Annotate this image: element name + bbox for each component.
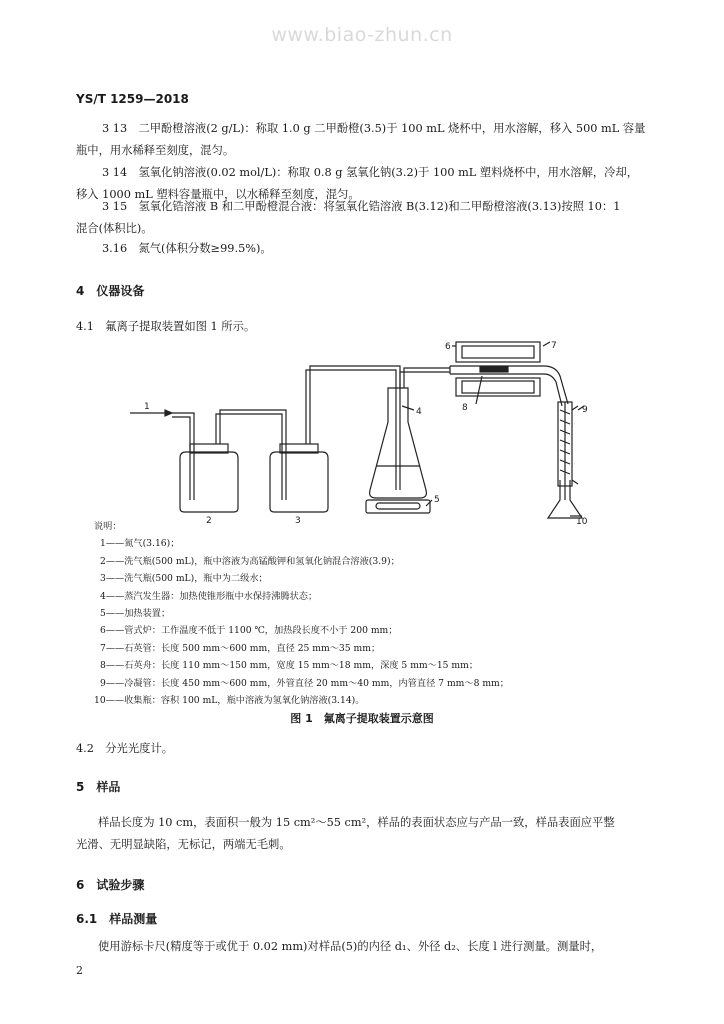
legend-item: 1——氮气(3.16)； — [100, 538, 180, 550]
section-5-title: 5 样品 — [76, 780, 121, 794]
wash-bottle-3 — [270, 452, 328, 512]
steam-generator-flask — [370, 388, 427, 498]
label-9: 9 — [582, 405, 588, 415]
label-6: 6 — [445, 342, 451, 352]
body-line: 样品长度为 10 cm，表面积一般为 15 cm²～55 cm²，样品的表面状态应与产品一致，样品表面应平整 — [98, 816, 615, 829]
clause-line: 3 14 氢氧化钠溶液(0.02 mol/L)：称取 0.8 g 氢氧化钠(3.2)于 100 mL 塑料烧杯中，用水溶解，冷却， — [102, 166, 639, 179]
wash-bottle-2 — [180, 452, 238, 512]
label-2: 2 — [206, 516, 212, 525]
clause-line: 混合(体积比)。 — [76, 222, 153, 235]
item-4-1: 4.1 氟离子提取装置如图 1 所示。 — [76, 320, 256, 333]
legend-item: 7——石英管：长度 500 mm～600 mm，直径 25 mm～35 mm； — [100, 642, 381, 654]
legend-item: 5——加热装置； — [100, 608, 171, 620]
body-line: 光滑、无明显缺陷，无标记，两端无毛刺。 — [76, 838, 291, 851]
section-5-body — [76, 812, 615, 856]
apparatus-diagram — [120, 340, 600, 525]
clause-line: 3 15 氢氧化锆溶液 B 和二甲酚橙混合液：将氢氧化锆溶液 B(3.12)和二甲酚橙溶液(3.13)按照 10：1 — [102, 200, 621, 213]
clause-3-13 — [76, 118, 645, 162]
quartz-boat — [480, 367, 508, 372]
figure-legend — [94, 518, 509, 709]
watermark: www.biao-zhun.cn — [271, 24, 453, 46]
section-6-1-title: 6.1 样品测量 — [76, 912, 158, 926]
legend-item: 2——洗气瓶(500 mL)，瓶中溶液为高锰酸钾和氢氧化钠混合溶液(3.9)； — [100, 555, 400, 567]
label-4: 4 — [416, 407, 422, 417]
label-7: 7 — [551, 341, 557, 351]
label-1: 1 — [144, 402, 150, 412]
legend-item: 4——蒸汽发生器：加热使锥形瓶中水保持沸腾状态； — [100, 590, 318, 602]
label-10: 10 — [576, 517, 588, 525]
item-4-2: 4.2 分光光度计。 — [76, 742, 174, 755]
page-number: 2 — [76, 964, 83, 977]
figure-caption: 图 1 氟离子提取装置示意图 — [290, 712, 434, 725]
legend-title: 说明： — [94, 521, 122, 532]
legend-item: 10——收集瓶：容积 100 mL，瓶中溶液为氢氧化钠溶液(3.14)。 — [94, 695, 365, 707]
label-8: 8 — [462, 403, 468, 413]
label-5: 5 — [434, 495, 440, 505]
clause-3-16: 3.16 氮气(体积分数≥99.5%)。 — [102, 242, 272, 255]
section-6-title: 6 试验步骤 — [76, 878, 145, 892]
legend-item: 3——洗气瓶(500 mL)，瓶中为二级水； — [100, 573, 268, 585]
clause-3-15 — [76, 196, 620, 240]
clause-line: 移入 1000 mL 塑料容量瓶中，以水稀释至刻度，混匀。 — [76, 188, 360, 201]
section-6-1-body: 使用游标卡尺(精度等于或优于 0.02 mm)对样品(5)的内径 d₁、外径 d₂、长度 l 进行测量。测量时， — [98, 940, 603, 953]
clause-line: 3 13 二甲酚橙溶液(2 g/L)：称取 1.0 g 二甲酚橙(3.5)于 100 mL 烧杯中，用水溶解，移入 500 mL 容量 — [102, 122, 646, 135]
clause-line: 瓶中，用水稀释至刻度，混匀。 — [76, 144, 235, 157]
standard-id: YS/T 1259—2018 — [76, 92, 189, 106]
legend-item: 8——石英舟：长度 110 mm～150 mm，宽度 15 mm～18 mm，深度 5 mm～15 mm； — [100, 660, 479, 672]
legend-item: 6——管式炉：工作温度不低于 1100 ℃，加热段长度不小于 200 mm； — [100, 625, 398, 637]
legend-item: 9——冷凝管：长度 450 mm～600 mm，外管直径 20 mm～40 mm，内管直径 7 mm～8 mm； — [100, 677, 509, 689]
section-4-title: 4 仪器设备 — [76, 284, 145, 298]
tube-furnace-upper — [456, 342, 540, 362]
label-3: 3 — [295, 516, 301, 525]
